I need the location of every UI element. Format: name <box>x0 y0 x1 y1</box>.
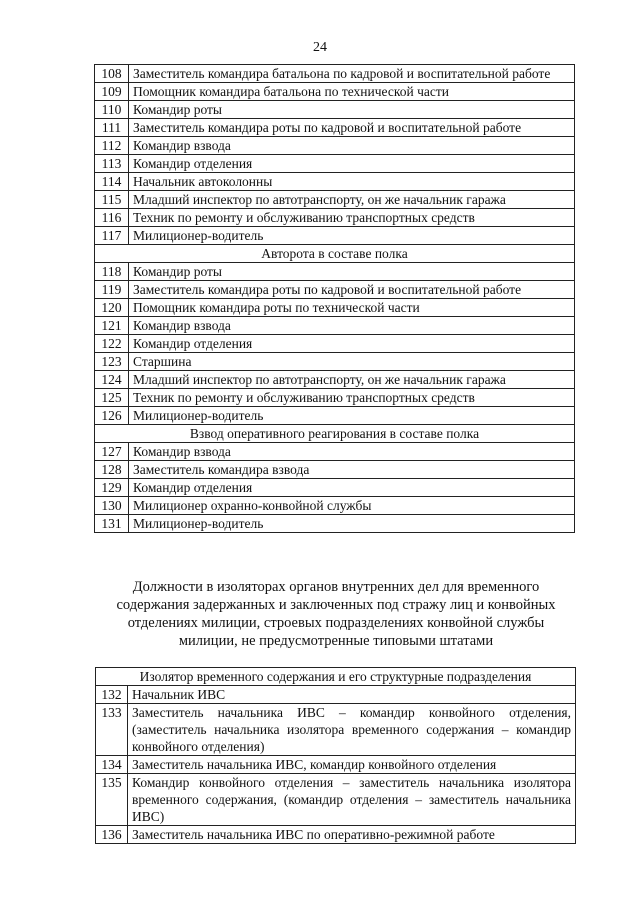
table-row <box>95 119 575 137</box>
position-title: Командир роты <box>129 263 575 281</box>
table-row <box>95 443 575 461</box>
row-number: 114 <box>95 173 129 191</box>
position-title: Милиционер-водитель <box>129 227 575 245</box>
row-number: 129 <box>95 479 129 497</box>
section-row <box>95 425 575 443</box>
table-row <box>95 299 575 317</box>
position-title: Заместитель начальника ИВС – командир конвойного отделения, (заместитель начальника изолятора временного содержания – командир конвойного отделения) <box>128 704 576 756</box>
row-number: 134 <box>96 756 128 774</box>
row-number: 110 <box>95 101 129 119</box>
table-row <box>95 191 575 209</box>
position-title: Милиционер охранно-конвойной службы <box>129 497 575 515</box>
table-row <box>96 756 576 774</box>
table-row <box>96 704 576 756</box>
section-title: Авторота в составе полка <box>95 245 575 263</box>
position-title: Заместитель командира роты по кадровой и воспитательной работе <box>129 281 575 299</box>
row-number: 132 <box>96 686 128 704</box>
heading-line: отделениях милиции, строевых подразделениях конвойной службы <box>127 615 545 631</box>
row-number: 112 <box>95 137 129 155</box>
section-title: Взвод оперативного реагирования в составе полка <box>95 425 575 443</box>
table-row <box>95 155 575 173</box>
row-number: 115 <box>95 191 129 209</box>
row-number: 125 <box>95 389 129 407</box>
table-row <box>95 281 575 299</box>
row-number: 116 <box>95 209 129 227</box>
table-row <box>95 407 575 425</box>
position-title: Заместитель начальника ИВС по оперативно-режимной работе <box>128 826 576 844</box>
position-title: Командир конвойного отделения – заместитель начальника изолятора временного содержания, (командир отделения – заместитель начальника ИВС) <box>128 774 576 826</box>
table-row <box>96 774 576 826</box>
heading-line: Должности в изоляторах органов внутренних дел для временного <box>132 579 540 595</box>
position-title: Командир отделения <box>129 479 575 497</box>
row-number: 108 <box>95 65 129 83</box>
position-title: Младший инспектор по автотранспорту, он же начальник гаража <box>129 191 575 209</box>
row-number: 123 <box>95 353 129 371</box>
table-row <box>95 317 575 335</box>
section-row <box>95 245 575 263</box>
table-row <box>95 515 575 533</box>
table-row <box>95 227 575 245</box>
table-row <box>95 263 575 281</box>
positions-table-ivs <box>95 667 576 844</box>
table-row <box>95 83 575 101</box>
position-title: Начальник ИВС <box>128 686 576 704</box>
position-title: Командир отделения <box>129 335 575 353</box>
row-number: 127 <box>95 443 129 461</box>
table-row <box>95 137 575 155</box>
table-row <box>95 101 575 119</box>
table-row <box>95 173 575 191</box>
row-number: 126 <box>95 407 129 425</box>
position-title: Помощник командира роты по технической части <box>129 299 575 317</box>
section-heading <box>100 578 572 650</box>
table-row <box>96 826 576 844</box>
row-number: 119 <box>95 281 129 299</box>
position-title: Милиционер-водитель <box>129 515 575 533</box>
position-title: Младший инспектор по автотранспорту, он же начальник гаража <box>129 371 575 389</box>
position-title: Старшина <box>129 353 575 371</box>
row-number: 124 <box>95 371 129 389</box>
position-title: Техник по ремонту и обслуживанию транспортных средств <box>129 389 575 407</box>
heading-line: содержания задержанных и заключенных под стражу лиц и конвойных <box>116 597 556 613</box>
table-row <box>95 497 575 515</box>
row-number: 122 <box>95 335 129 353</box>
row-number: 120 <box>95 299 129 317</box>
row-number: 117 <box>95 227 129 245</box>
position-title: Заместитель командира батальона по кадровой и воспитательной работе <box>129 65 575 83</box>
position-title: Техник по ремонту и обслуживанию транспортных средств <box>129 209 575 227</box>
page-number: 24 <box>313 40 327 55</box>
row-number: 111 <box>95 119 129 137</box>
table-row <box>95 65 575 83</box>
position-title: Командир взвода <box>129 317 575 335</box>
table-row <box>95 479 575 497</box>
position-title: Командир отделения <box>129 155 575 173</box>
section-title: Изолятор временного содержания и его структурные подразделения <box>96 668 576 686</box>
heading-line: милиции, не предусмотренные типовыми штатами <box>178 633 494 649</box>
position-title: Милиционер-водитель <box>129 407 575 425</box>
section-row <box>96 668 576 686</box>
table-row <box>95 209 575 227</box>
table-row <box>95 461 575 479</box>
row-number: 136 <box>96 826 128 844</box>
table-row <box>95 389 575 407</box>
table-row <box>95 335 575 353</box>
row-number: 128 <box>95 461 129 479</box>
position-title: Заместитель начальника ИВС, командир конвойного отделения <box>128 756 576 774</box>
position-title: Начальник автоколонны <box>129 173 575 191</box>
table-row <box>95 371 575 389</box>
row-number: 113 <box>95 155 129 173</box>
position-title: Заместитель командира взвода <box>129 461 575 479</box>
row-number: 109 <box>95 83 129 101</box>
position-title: Командир взвода <box>129 443 575 461</box>
row-number: 118 <box>95 263 129 281</box>
table-row <box>95 353 575 371</box>
row-number: 121 <box>95 317 129 335</box>
position-title: Помощник командира батальона по технической части <box>129 83 575 101</box>
row-number: 133 <box>96 704 128 756</box>
row-number: 130 <box>95 497 129 515</box>
position-title: Командир взвода <box>129 137 575 155</box>
row-number: 135 <box>96 774 128 826</box>
table-row <box>96 686 576 704</box>
position-title: Заместитель командира роты по кадровой и воспитательной работе <box>129 119 575 137</box>
positions-table-regiment <box>94 64 575 533</box>
row-number: 131 <box>95 515 129 533</box>
position-title: Командир роты <box>129 101 575 119</box>
